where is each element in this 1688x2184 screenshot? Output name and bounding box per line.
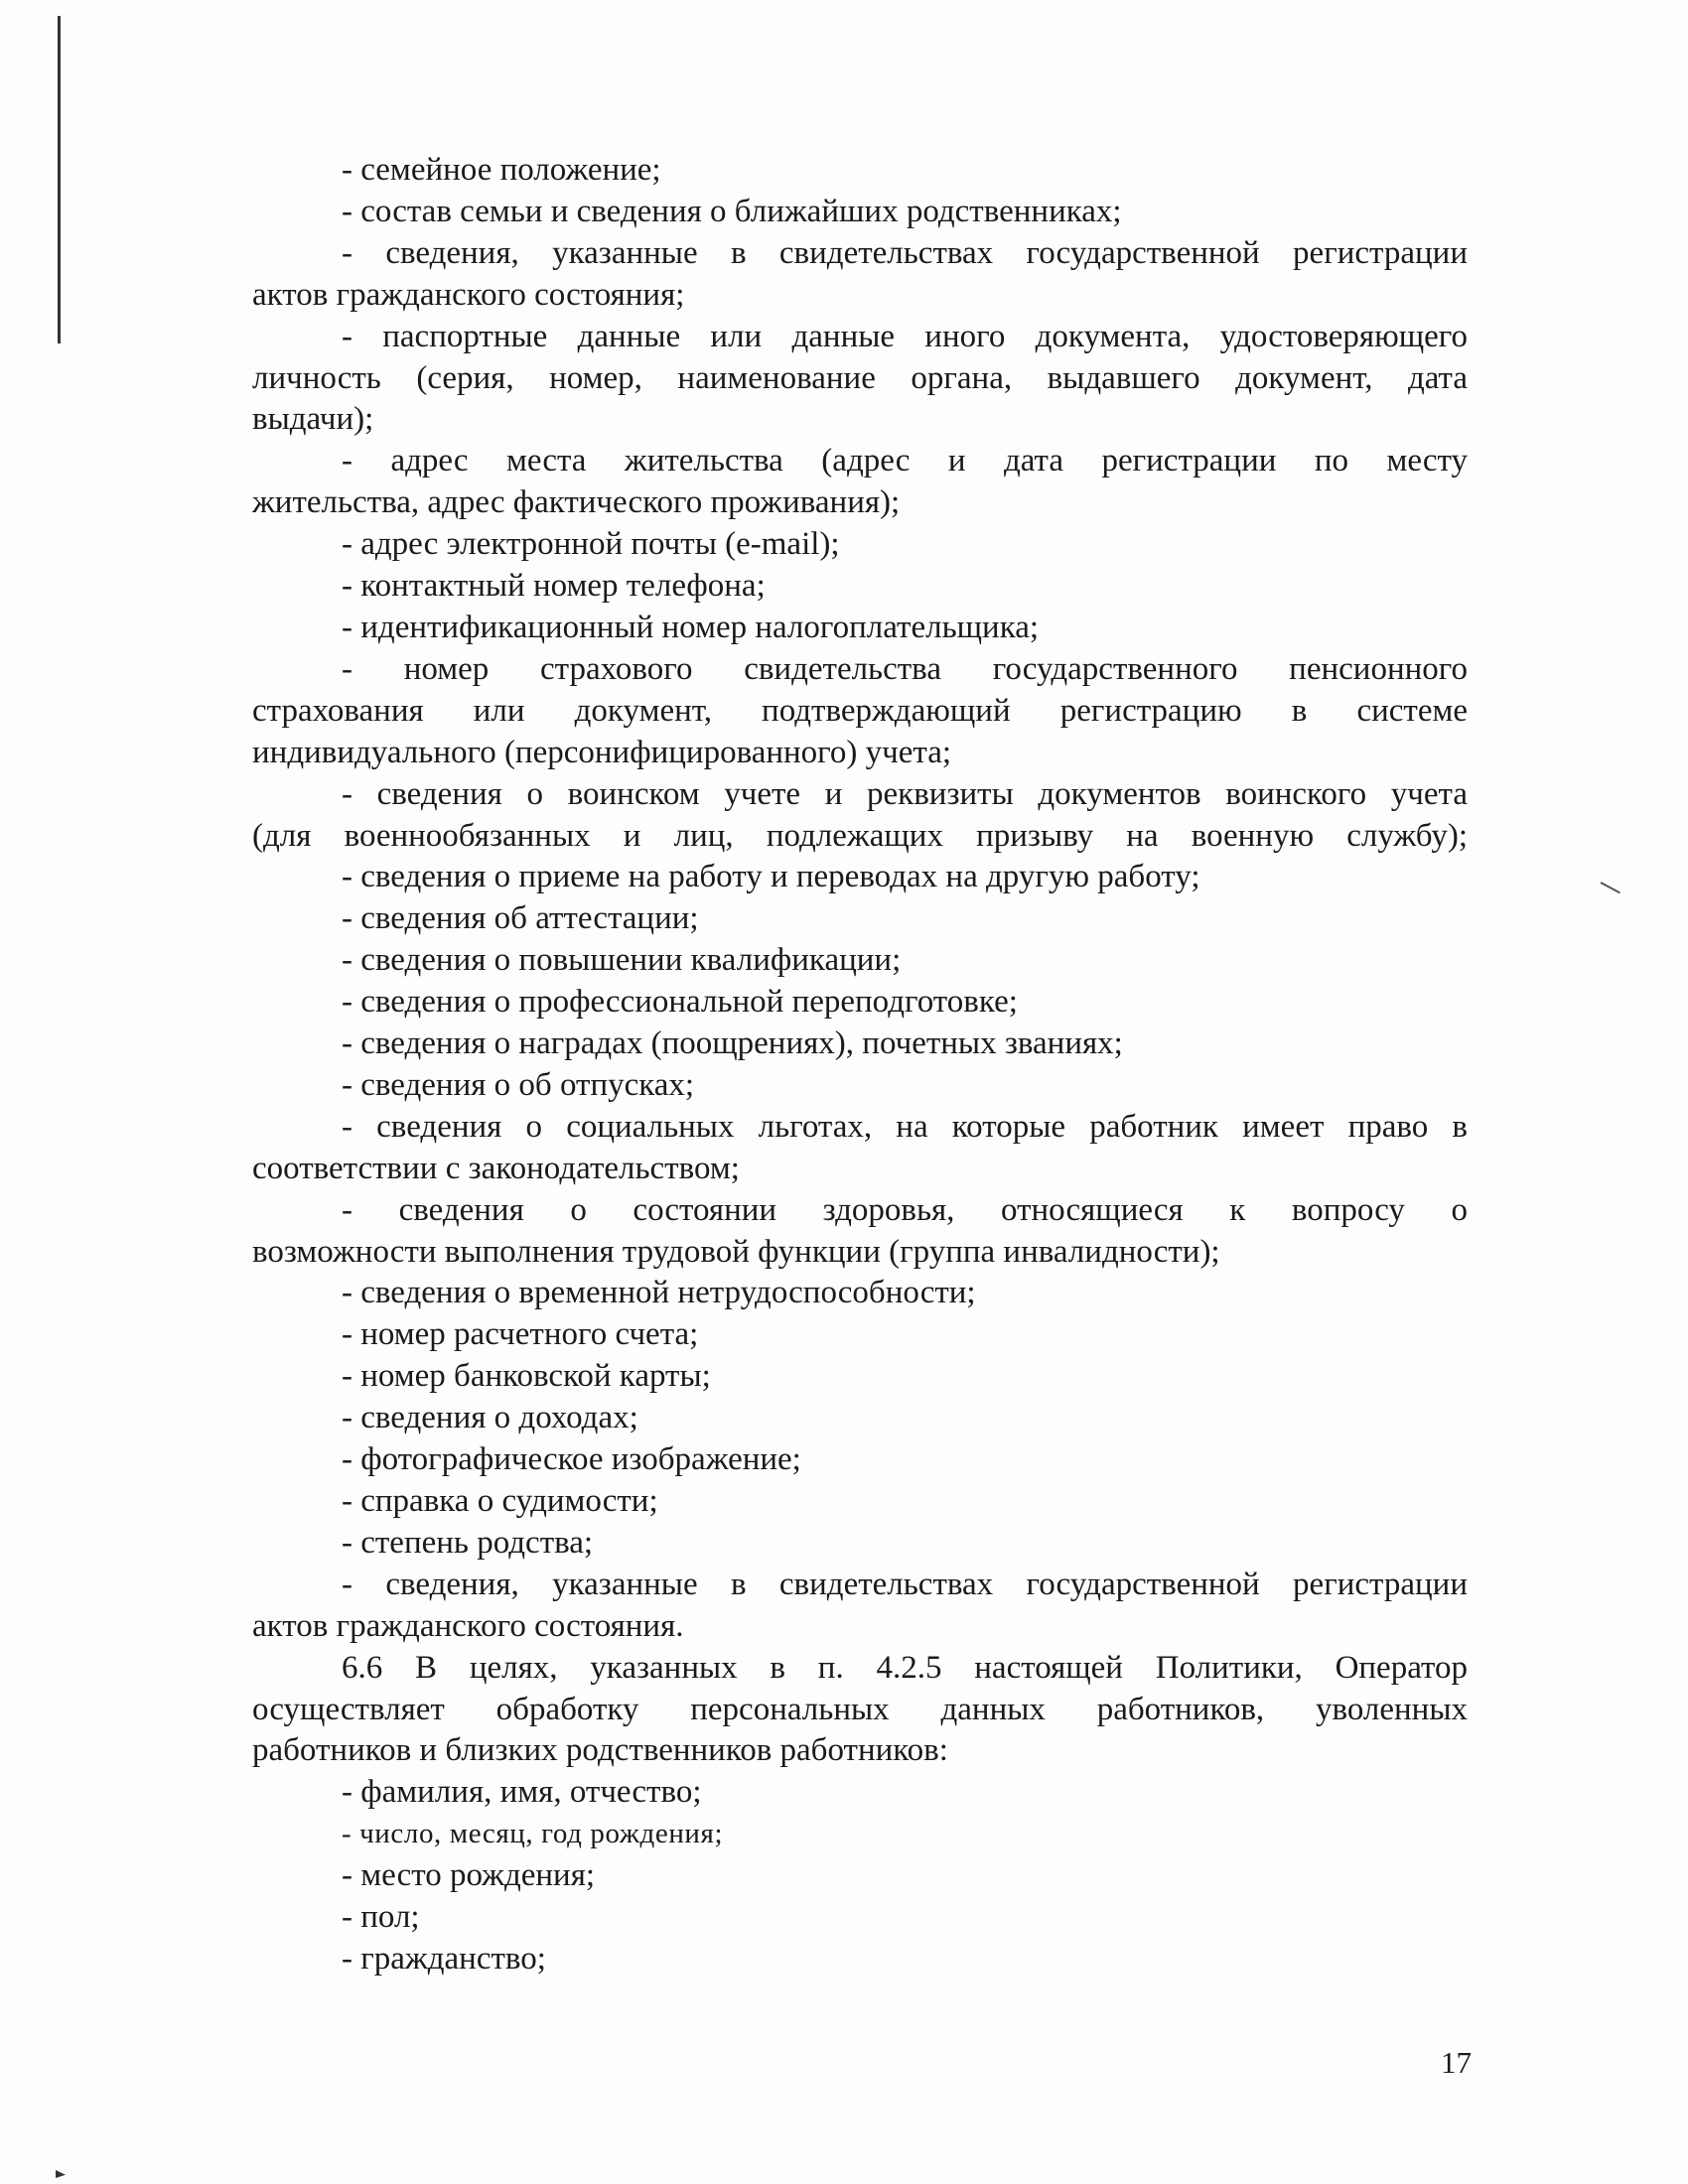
scan-corner-mark [56, 2170, 66, 2178]
text-line: - сведения, указанные в свидетельствах государственной регистрации [342, 234, 1468, 271]
text-line: личность (серия, номер, наименование органа, выдавшего документ, дата [252, 359, 1468, 396]
text-line: актов гражданского состояния. [252, 1607, 684, 1644]
text-line: - гражданство; [342, 1940, 546, 1977]
text-line: - место рождения; [342, 1857, 596, 1894]
text-line: - справка о судимости; [342, 1483, 658, 1519]
text-line: - фотографическое изображение; [342, 1441, 801, 1478]
text-line: - сведения о приеме на работу и переводах на другую работу; [342, 859, 1200, 895]
text-line: (для военнообязанных и лиц, подлежащих призыву на военную службу); [252, 817, 1468, 854]
text-line: - контактный номер телефона; [342, 568, 766, 605]
text-line: - число, месяц, год рождения; [342, 1818, 724, 1850]
text-line: - номер страхового свидетельства государственного пенсионного [342, 650, 1468, 687]
text-line: страхования или документ, подтверждающий регистрацию в системе [252, 692, 1468, 729]
text-line: жительства, адрес фактического проживания); [252, 484, 901, 521]
text-line: - сведения о временной нетрудоспособности; [342, 1275, 976, 1311]
text-line: - паспортные данные или данные иного документа, удостоверяющего [342, 318, 1468, 354]
text-line: - сведения о профессиональной переподготовке; [342, 984, 1018, 1021]
text-line: возможности выполнения трудовой функции (группа инвалидности); [252, 1233, 1220, 1270]
text-line: индивидуального (персонифицированного) учета; [252, 734, 952, 770]
text-line: - состав семьи и сведения о ближайших родственниках; [342, 193, 1122, 229]
page-number: 17 [1441, 2045, 1472, 2080]
text-line: - адрес электронной почты (e-mail); [342, 526, 840, 563]
text-line: осуществляет обработку персональных данных работников, уволенных [252, 1691, 1468, 1727]
text-line: соответствии с законодательством; [252, 1150, 740, 1186]
text-line: 6.6 В целях, указанных в п. 4.2.5 настоящей Политики, Оператор [342, 1649, 1468, 1686]
text-line: выдачи); [252, 401, 374, 438]
text-line: - сведения о состоянии здоровья, относящиеся к вопросу о [342, 1191, 1468, 1228]
text-line: - сведения о воинском учете и реквизиты документов воинского учета [342, 775, 1468, 812]
text-line: - семейное положение; [342, 152, 661, 188]
text-line: - пол; [342, 1899, 420, 1936]
text-line: - сведения о социальных льготах, на которые работник имеет право в [342, 1108, 1468, 1145]
text-line: - сведения, указанные в свидетельствах государственной регистрации [342, 1566, 1468, 1602]
text-line: - сведения о повышении квалификации; [342, 942, 902, 979]
text-line: - номер расчетного счета; [342, 1316, 699, 1353]
text-line: - номер банковской карты; [342, 1358, 711, 1395]
text-line: - сведения о об отпусках; [342, 1066, 695, 1103]
text-line: - идентификационный номер налогоплательщика; [342, 609, 1040, 645]
scan-pen-mark [1601, 882, 1620, 893]
document-body [252, 150, 1468, 1980]
text-line: - адрес места жительства (адрес и дата регистрации по месту [342, 443, 1468, 479]
scan-edge-mark [58, 16, 61, 343]
text-line: актов гражданского состояния; [252, 276, 685, 313]
text-line: - сведения о наградах (поощрениях), почетных званиях; [342, 1025, 1123, 1062]
text-line: - сведения о доходах; [342, 1400, 638, 1436]
text-line: - степень родства; [342, 1524, 594, 1561]
text-line: работников и близких родственников работников: [252, 1732, 948, 1769]
text-line: - сведения об аттестации; [342, 900, 699, 937]
text-line: - фамилия, имя, отчество; [342, 1774, 702, 1811]
